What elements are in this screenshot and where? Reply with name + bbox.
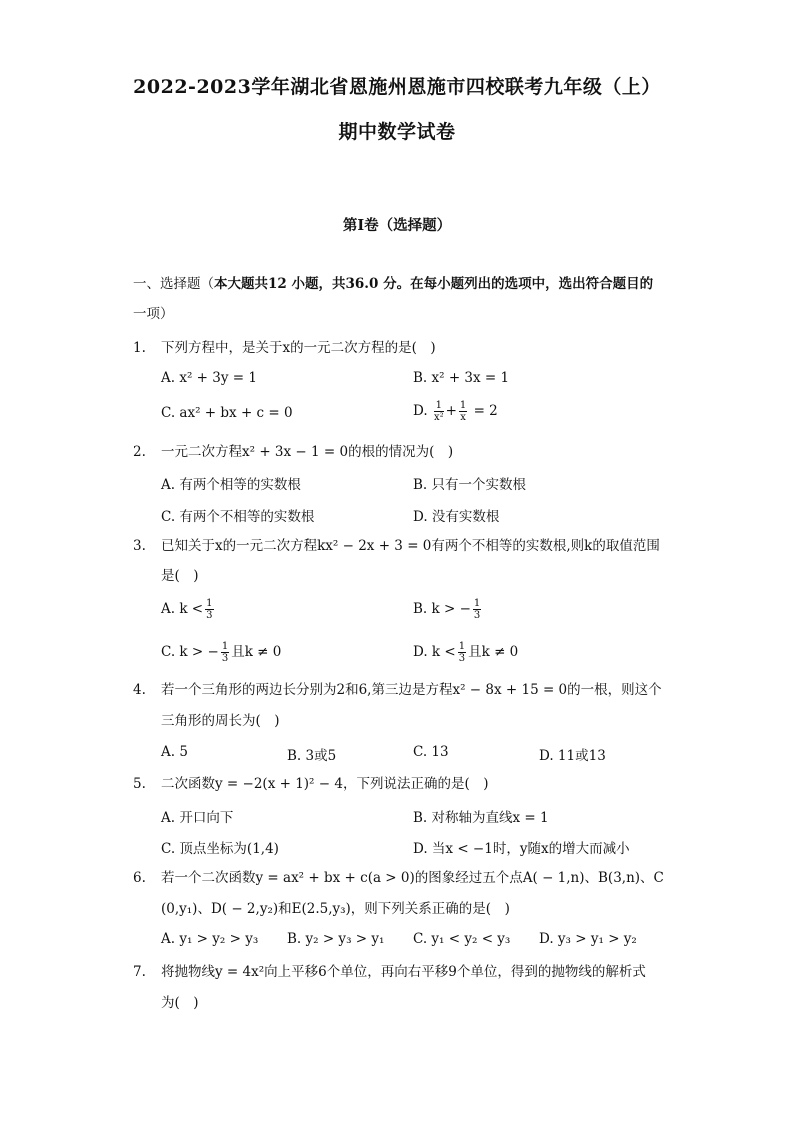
question-text: 若一个二次函数y = ax² + bx + c(a > 0)的图象经过五个点A( − 1,n)、B(3,n)、C: [161, 870, 664, 886]
fraction: $\frac{1}{x}$: [459, 400, 467, 423]
fraction: $\frac{1}{3}$: [473, 598, 481, 621]
option-d: D. 当x < −1时，y随x的增大而减小: [413, 841, 630, 857]
question-number: 1.: [133, 340, 146, 356]
question-text-cont: (0,y₁)、D( − 2,y₂)和E(2.5,y₃)，则下列关系正确的是( ): [161, 901, 510, 917]
option-c: C. 顶点坐标为(1,4): [161, 841, 279, 857]
option-d: D. k < $\frac{1}{3}$ 且k ≠ 0: [413, 641, 519, 664]
exam-title-line2: 期中数学试卷: [338, 121, 456, 143]
option-b: B. y₂ > y₃ > y₁: [287, 931, 385, 947]
section-prefix: 一、选择题（: [133, 276, 214, 292]
volume-heading: 第I卷（选择题）: [342, 217, 452, 234]
option-a: A. y₁ > y₂ > y₃: [161, 931, 259, 947]
question-text: 将抛物线y = 4x²向上平移6个单位，再向右平移9个单位，得到的抛物线的解析式: [161, 964, 646, 980]
exam-title-line1: 2022-2023学年湖北省恩施州恩施市四校联考九年级（上）: [133, 76, 661, 98]
option-b: B. 3或5: [287, 748, 337, 764]
question-text: 已知关于x的一元二次方程kx² − 2x + 3 = 0有两个不相等的实数根,则k的取值范围: [161, 538, 660, 554]
option-c: C. 13: [413, 744, 449, 760]
option-a: A. x² + 3y = 1: [161, 370, 257, 386]
option-c: C. y₁ < y₂ < y₃: [413, 931, 511, 947]
question-number: 3.: [133, 538, 146, 554]
option-b: B. k > − $\frac{1}{3}$: [413, 598, 481, 621]
question-text: 一元二次方程x² + 3x − 1 = 0的根的情况为( ): [161, 444, 454, 460]
question-number: 6.: [133, 870, 146, 886]
question-number: 7.: [133, 964, 146, 980]
section-heading-line2: 一项）: [133, 306, 174, 322]
option-d: D. 11或13: [539, 748, 606, 764]
option-a: A. 开口向下: [161, 810, 234, 826]
question-text-cont: 为( ): [161, 995, 199, 1011]
fraction: $\frac{1}{3}$: [206, 598, 213, 621]
fraction: $\frac{1}{3}$: [458, 641, 466, 664]
question-text-cont: 是( ): [161, 568, 199, 584]
option-d-label: D.: [413, 403, 428, 419]
option-d: D. y₃ > y₁ > y₂: [539, 931, 637, 947]
option-a: A. k < $\frac{1}{3}$: [161, 598, 213, 621]
option-d: D. 没有实数根: [413, 509, 500, 525]
option-a: A. 有两个相等的实数根: [161, 477, 301, 493]
option-b: B. 只有一个实数根: [413, 477, 527, 493]
section-instructions: 本大题共12 小题，共36.0 分。在每小题列出的选项中，选出符合题目的: [214, 276, 654, 292]
question-text: 若一个三角形的两边长分别为2和6,第三边是方程x² − 8x + 15 = 0的一根，则这个: [161, 682, 662, 698]
question-text: 二次函数y = −2(x + 1)² − 4，下列说法正确的是( ): [161, 776, 489, 792]
fraction: $\frac{1}{3}$: [221, 641, 229, 664]
question-text: 下列方程中，是关于x的一元二次方程的是( ): [161, 340, 436, 356]
question-number: 2.: [133, 444, 146, 460]
option-a: A. 5: [161, 744, 188, 760]
option-c: C. ax² + bx + c = 0: [161, 405, 293, 421]
option-d: D. $\frac{1}{\text{x²}}$ + $\frac{1}{x}$ = 2: [413, 400, 498, 423]
question-number: 5.: [133, 776, 146, 792]
fraction: $\frac{1}{\text{x²}}$: [433, 400, 444, 423]
question-text-cont: 三角形的周长为( ): [161, 713, 280, 729]
section-heading: [133, 270, 673, 298]
option-b: B. 对称轴为直线x = 1: [413, 810, 549, 826]
option-c: C. 有两个不相等的实数根: [161, 509, 315, 525]
question-number: 4.: [133, 682, 146, 698]
option-b: B. x² + 3x = 1: [413, 370, 510, 386]
option-c: C. k > − $\frac{1}{3}$ 且k ≠ 0: [161, 641, 282, 664]
